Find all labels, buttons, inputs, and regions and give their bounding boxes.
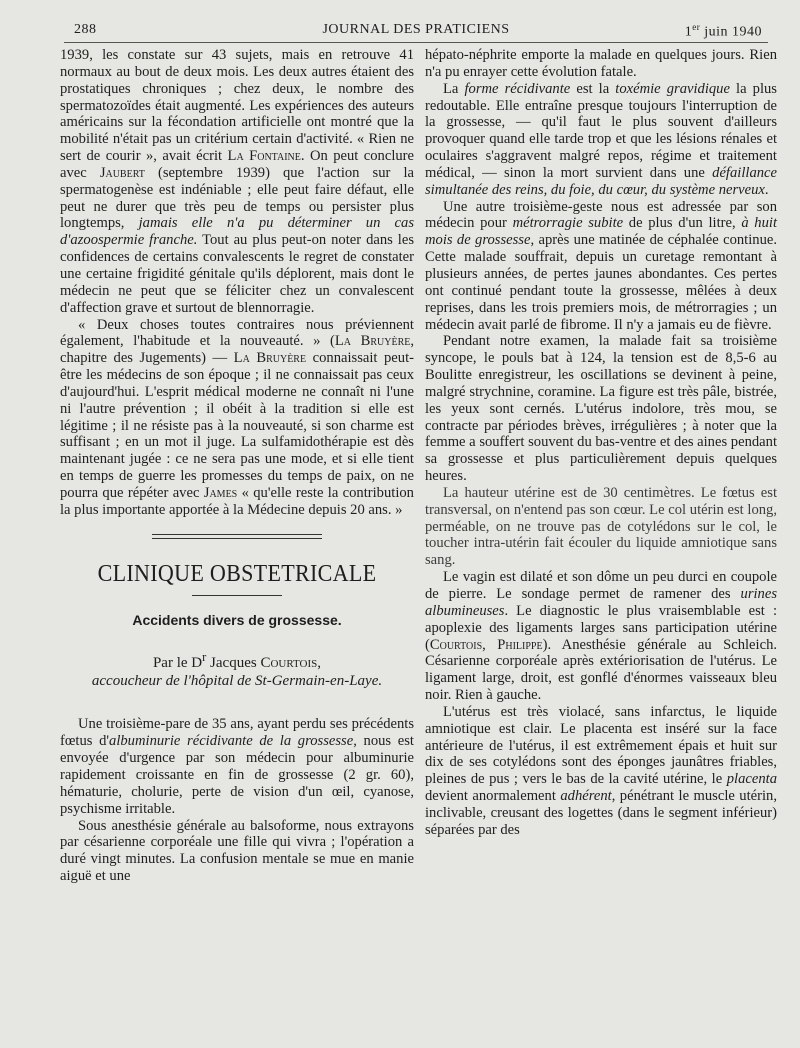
- paragraph-recurrent-form: La forme récidivante est la toxémie gravidique la plus redoutable. Elle entraîne presque toujours l'interruption de la grossesse, — qu'il faut le plus souvent d'ailleurs provoquer quand elle tarde trop et que les lésions rénales et oculaires s'aggravent malgré repos, régime et traitement médical, — sinon la mort survient dans une défaillance simultanée des reins, du foie, du cœur, du système nerveux.: [425, 80, 777, 198]
- journal-title: JOURNAL DES PRATICIENS: [322, 22, 510, 37]
- author-affiliation: accoucheur de l'hôpital de St-Germain-en-Laye.: [91, 673, 383, 690]
- paragraph-case-one-surgery: Sous anesthésie générale au balsoforme, nous extrayons par césarienne corporéale une fille qui vivra ; l'opération a duré vingt minutes. La confusion mentale se mue en manie aiguë et une: [60, 817, 414, 885]
- paragraph-sulfamide-fertility: 1939, les constate sur 43 sujets, mais en retrouve 41 normaux au bout de deux mois. Les deux autres étaient des prostatiques chroniques ; chez deux, le nombre des spermatozoïdes était augmenté. Les expériences des auteurs américains sur la fécondation artificielle ont montré que la mobilité n'était pas un critérium certain d'activité. « Rien ne sert de courir », avait écrit La Fontaine. On peut conclure avec Jaubert (septembre 1939) que l'action sur la spermatogenèse est indéniable ; elle peut faire défaut, elle peut ne durer que très peu de temps ou persister plus longtemps, jamais elle n'a pu déterminer un cas d'azoospermie franche. Tout au plus peut-on noter dans les confidences de certains convalescents le regret de constater une certaine frigidité génitale qu'ils déplorent, mais dont le médecin ne peut que se féliciter chez un convalescent d'affection grave et surtout de blennorragie.: [60, 47, 415, 316]
- left-column: [60, 47, 414, 885]
- paragraph-placenta-findings: L'utérus est très violacé, sans infarctus, le liquide amniotique est clair. Le placenta est inséré sur la face antérieure de l'utérus, il est extrêmement épais et huit sur dix de ses cotylédons sont des éponges jaunâtres friables, pleines de pus ; vers le bas de la cavité utérine, le placenta devient anormalement adhérent, pénétrant le muscle utérin, inclivable, creusant des logettes (dans le segment inférieur) séparées par des: [425, 703, 777, 838]
- author-byline: Par le $D^r$ Jacques Courtois,: [152, 650, 322, 672]
- right-column: [425, 47, 777, 839]
- page-number: 288: [74, 22, 97, 37]
- paragraph-case-two-exam: Pendant notre examen, la malade fait sa troisième syncope, le pouls bat à 124, la tension est de 8,5-6 au Boulitte enregistreur, les oscillations se devinent à peine, malgré strychnine, coramine. La figure est très pâle, bistrée, les yeux sont cernés. L'utérus indolore, très mou, se contracte par périodes brèves, irrégulières ; à noter que la femme a souffert souvent du bas-ventre et des aines pendant sa grossesse et plus particulièrement depuis quelques heures.: [425, 333, 777, 485]
- paragraph-case-one-outcome: hépato-néphrite emporte la malade en quelques jours. Rien n'a pu enrayer cette évolution fatale.: [425, 47, 777, 80]
- article-title: Accidents divers de grossesse.: [132, 611, 342, 628]
- section-title: CLINIQUE OBSTETRICALE: [97, 560, 377, 587]
- paragraph-case-two-intro: Une autre troisième-geste nous est adressée par son médecin pour métrorragie subite de plus d'un litre, à huit mois de grossesse, après une matinée de céphalée continue. Cette malade souffrait, depuis un curetage remontant à plusieurs années, de pertes jaunes abondantes. Ces pertes ont continué pendant toute la grossesse, mêlées à deux reprises, dans les trois premiers mois, de métrorragies ; un médecin avait parlé de fibrome. Il n'y a jamais eu de fièvre.: [425, 198, 778, 333]
- section-divider: [152, 534, 322, 539]
- issue-date: 1er juin 1940: [684, 22, 762, 40]
- paragraph-diagnosis: Le vagin est dilaté et son dôme un peu durci en coupole de pierre. Le sondage permet de ramener des urines albumineuses. Le diagnostic le plus vraisemblable est : apoplexie des ligaments larges sans participation utérine (Courtois, Philippe). Anesthésie générale au Schleich. Césarienne corporéale après extériorisation de l'utérus. Le ligament large, droit, est gonflé d'énormes vaisseaux bleu noir. Rien à gauche.: [425, 569, 778, 704]
- paragraph-la-bruyere-quote: « Deux choses toutes contraires nous préviennent également, l'habitude et la nouveauté. » (La Bruyère, chapitre des Jugements) — La Bruyère connaissait peut-être les médecins de son époque ; il ne connaissait pas ceux d'aujourd'hui. L'esprit médical moderne ne connaît ni l'une ni l'autre prévention ; il obéit à la tradition si elle est légitime ; il ne résiste pas à la nouveauté, si son charme est suffisant ; en un mot il juge. La sulfamidothérapie est dès maintenant jugée : ce ne sera pas une mode, et si elle tient en temps de guerre les promesses du temps de paix, on ne pourra que répéter avec James « qu'elle reste la contribution la plus importante apportée à la Médecine depuis 20 ans. »: [60, 316, 414, 518]
- page-header: [64, 20, 768, 43]
- paragraph-case-one-intro: Une troisième-pare de 35 ans, ayant perdu ses précédents fœtus d'albuminurie récidivante de la grossesse, nous est envoyée d'urgence par son médecin pour albuminurie rapidement croissante en fin de grossesse (2 gr. 60), hématurie, cholurie, perte de vision d'un œil, cyanose, psychisme irritable.: [60, 716, 414, 817]
- title-underline: [192, 595, 282, 596]
- paragraph-uterine-height: La hauteur utérine est de 30 centimètres. Le fœtus est transversal, on n'entend pas son cœur. Le col utérin est long, perméable, on ne trouve pas de cotylédons sur le col, le toucher intra-utérin fait écouler du liquide amniotique sans sang.: [425, 484, 777, 569]
